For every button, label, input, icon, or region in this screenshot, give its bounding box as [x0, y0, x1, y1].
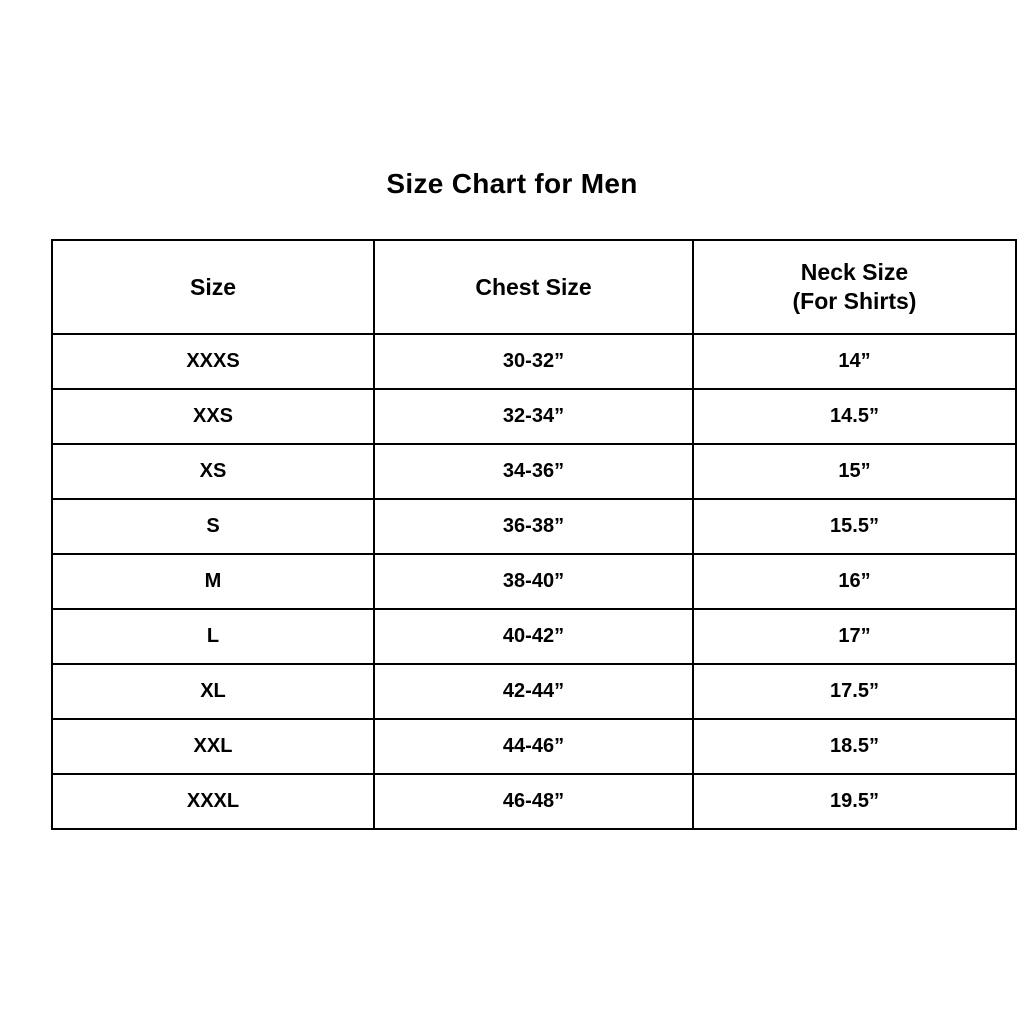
cell-chest: 38-40”: [374, 554, 693, 609]
cell-neck: 14.5”: [693, 389, 1016, 444]
table-row: [52, 334, 1016, 389]
table-row: [52, 609, 1016, 664]
size-chart-table: [51, 239, 1017, 830]
cell-chest: 40-42”: [374, 609, 693, 664]
table-header-row: [52, 240, 1016, 334]
cell-neck: 17”: [693, 609, 1016, 664]
table-row: [52, 719, 1016, 774]
cell-size: XXS: [52, 389, 374, 444]
column-header-size: [52, 240, 374, 334]
table-row: [52, 444, 1016, 499]
column-header-chest: [374, 240, 693, 334]
column-header-chest-label: Chest Size: [475, 273, 592, 300]
cell-neck: 16”: [693, 554, 1016, 609]
cell-chest: 32-34”: [374, 389, 693, 444]
cell-size: M: [52, 554, 374, 609]
cell-size: XXL: [52, 719, 374, 774]
cell-chest: 34-36”: [374, 444, 693, 499]
cell-size: XXXL: [52, 774, 374, 829]
table-header: [52, 240, 1016, 334]
column-header-neck-label: Neck Size: [800, 259, 909, 286]
cell-neck: 17.5”: [693, 664, 1016, 719]
cell-chest: 42-44”: [374, 664, 693, 719]
cell-neck: 19.5”: [693, 774, 1016, 829]
table-row: [52, 499, 1016, 554]
cell-size: XS: [52, 444, 374, 499]
cell-size: L: [52, 609, 374, 664]
page-title: Size Chart for Men: [386, 168, 638, 199]
table-body: [52, 334, 1016, 829]
cell-size: S: [52, 499, 374, 554]
cell-neck: 15.5”: [693, 499, 1016, 554]
table-row: [52, 774, 1016, 829]
cell-chest: 36-38”: [374, 499, 693, 554]
cell-chest: 46-48”: [374, 774, 693, 829]
cell-neck: 18.5”: [693, 719, 1016, 774]
column-header-size-label: Size: [189, 273, 237, 300]
table-row: [52, 389, 1016, 444]
table-row: [52, 664, 1016, 719]
size-chart-table-wrapper: [51, 239, 973, 830]
column-header-neck: [693, 240, 1016, 334]
cell-chest: 30-32”: [374, 334, 693, 389]
cell-size: XL: [52, 664, 374, 719]
table-row: [52, 554, 1016, 609]
cell-chest: 44-46”: [374, 719, 693, 774]
cell-size: XXXS: [52, 334, 374, 389]
cell-neck: 15”: [693, 444, 1016, 499]
column-header-neck-sublabel: (For Shirts): [792, 288, 917, 314]
cell-neck: 14”: [693, 334, 1016, 389]
